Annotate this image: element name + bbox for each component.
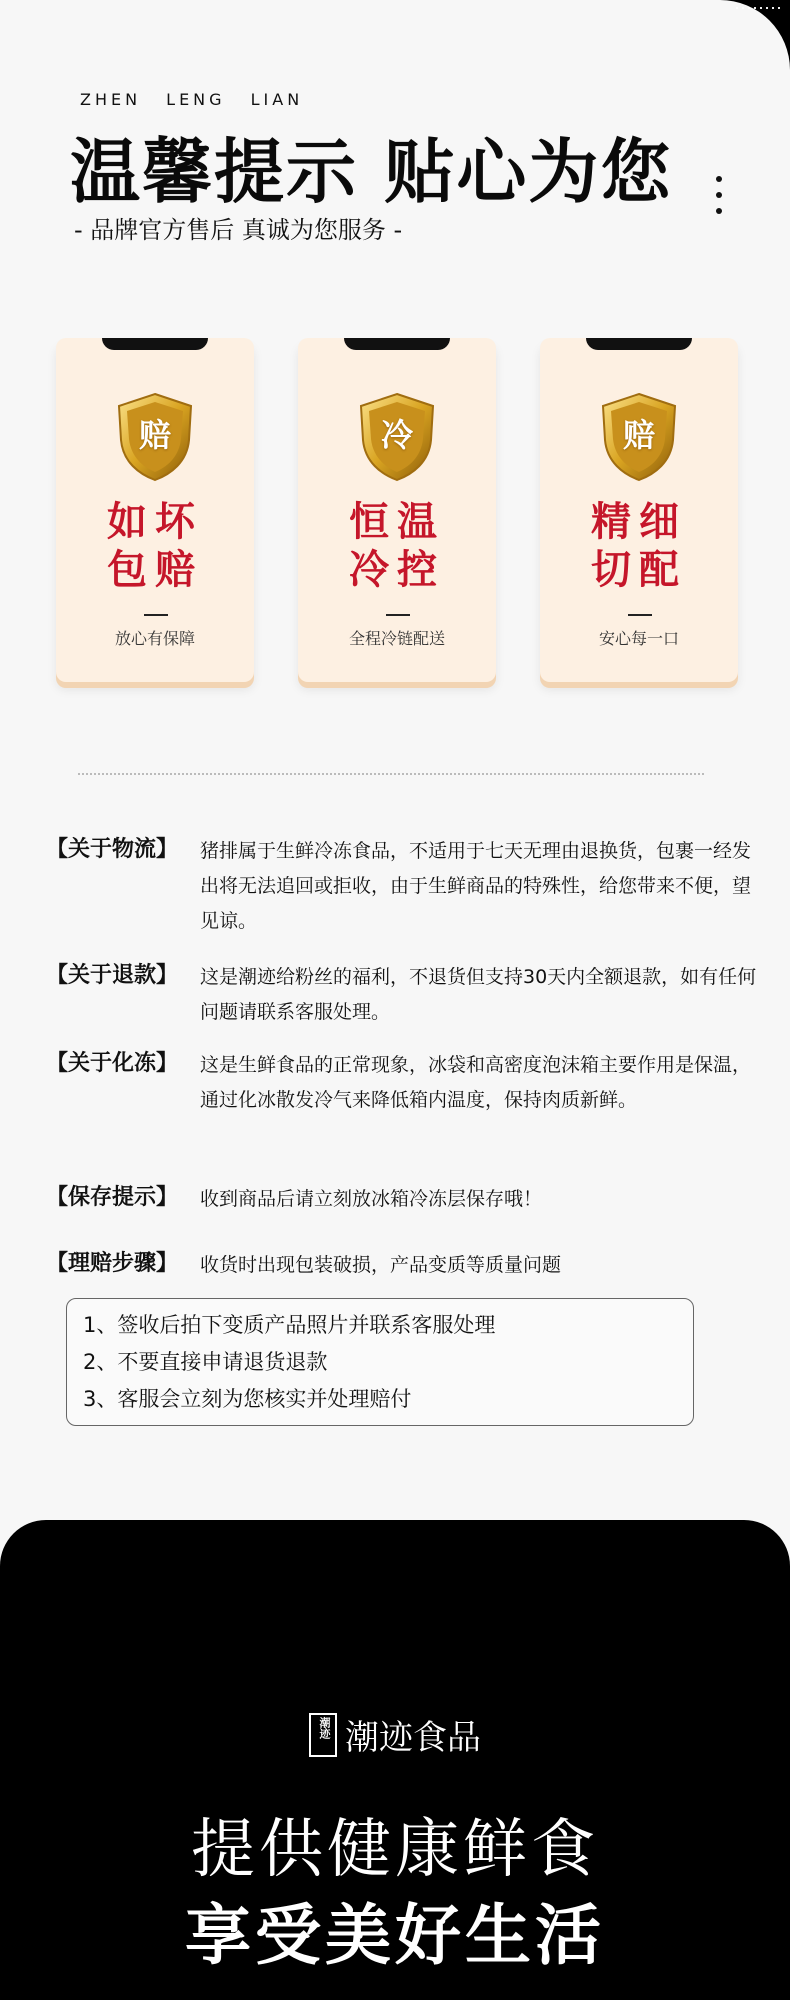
note-text: 这是生鲜食品的正常现象，冰袋和高密度泡沫箱主要作用是保温，通过化冰散发冷气来降低箱内温度，保持肉质新鲜。 [200, 1054, 752, 1111]
page-subtitle: - 品牌官方售后 真诚为您服务 - [74, 216, 403, 244]
note-text: 猪排属于生鲜冷冻食品，不适用于七天无理由退换货，包裹一经发出将无法追回或拒收，由于生鲜商品的特殊性，给您带来不便，望见谅。 [200, 840, 752, 932]
card-caption: 放心有保障 [114, 629, 195, 648]
note-label: 【保存提示】 [46, 1185, 179, 1210]
pinyin-label: ZHEN LENG LIAN [80, 90, 304, 109]
step-item: 3、客服会立刻为您核实并处理赔付 [83, 1387, 412, 1411]
shield-icon [599, 392, 679, 482]
dots-decoration [734, 6, 784, 10]
slogan-line-1: 提供健康鲜食 [191, 1813, 599, 1887]
note-text: 这是潮迹给粉丝的福利，不退货但支持30天内全额退款，如有任何问题请联系客服处理。 [200, 966, 757, 1023]
brand [0, 1710, 790, 1759]
shield-icon [357, 392, 437, 482]
step-item: 1、签收后拍下变质产品照片并联系客服处理 [83, 1313, 496, 1337]
divider [386, 614, 410, 616]
note-text: 收货时出现包装破损，产品变质等质量问题 [200, 1254, 562, 1276]
brand-name: 潮迹食品 [345, 1718, 481, 1758]
step-item: 2、不要直接申请退货退款 [83, 1350, 328, 1374]
badge-glyph: 赔 [138, 416, 171, 454]
page-title: 温馨提示 贴心为您 [70, 130, 673, 213]
note-label: 【关于化冻】 [46, 1051, 179, 1076]
more-icon [716, 176, 724, 224]
claim-steps-box [66, 1298, 694, 1426]
badge-glyph: 赔 [622, 416, 655, 454]
card-fine-cut [540, 338, 738, 682]
card-caption: 全程冷链配送 [348, 629, 445, 648]
footer [0, 1520, 790, 2000]
card-damage-guarantee [56, 338, 254, 682]
note-label: 【关于退款】 [46, 963, 179, 988]
card-cold-chain [298, 338, 496, 682]
note-label: 【关于物流】 [46, 837, 179, 862]
feature-cards [56, 338, 740, 688]
brand-logo-icon [309, 1713, 337, 1757]
shield-icon [115, 392, 195, 482]
section-divider [78, 773, 704, 775]
card-title: 恒温 冷控 [349, 499, 445, 593]
note-label: 【理赔步骤】 [46, 1251, 179, 1276]
divider [144, 614, 168, 616]
badge-glyph: 冷 [380, 416, 413, 454]
divider [628, 614, 652, 616]
slogan-line-2: 享受美好生活 [185, 1897, 605, 1974]
card-title: 精细 切配 [591, 499, 687, 593]
note-text: 收到商品后请立刻放冰箱冷冻层保存哦！ [200, 1188, 543, 1210]
card-caption: 安心每一口 [598, 629, 679, 648]
card-title: 如坏 包赔 [107, 499, 203, 593]
